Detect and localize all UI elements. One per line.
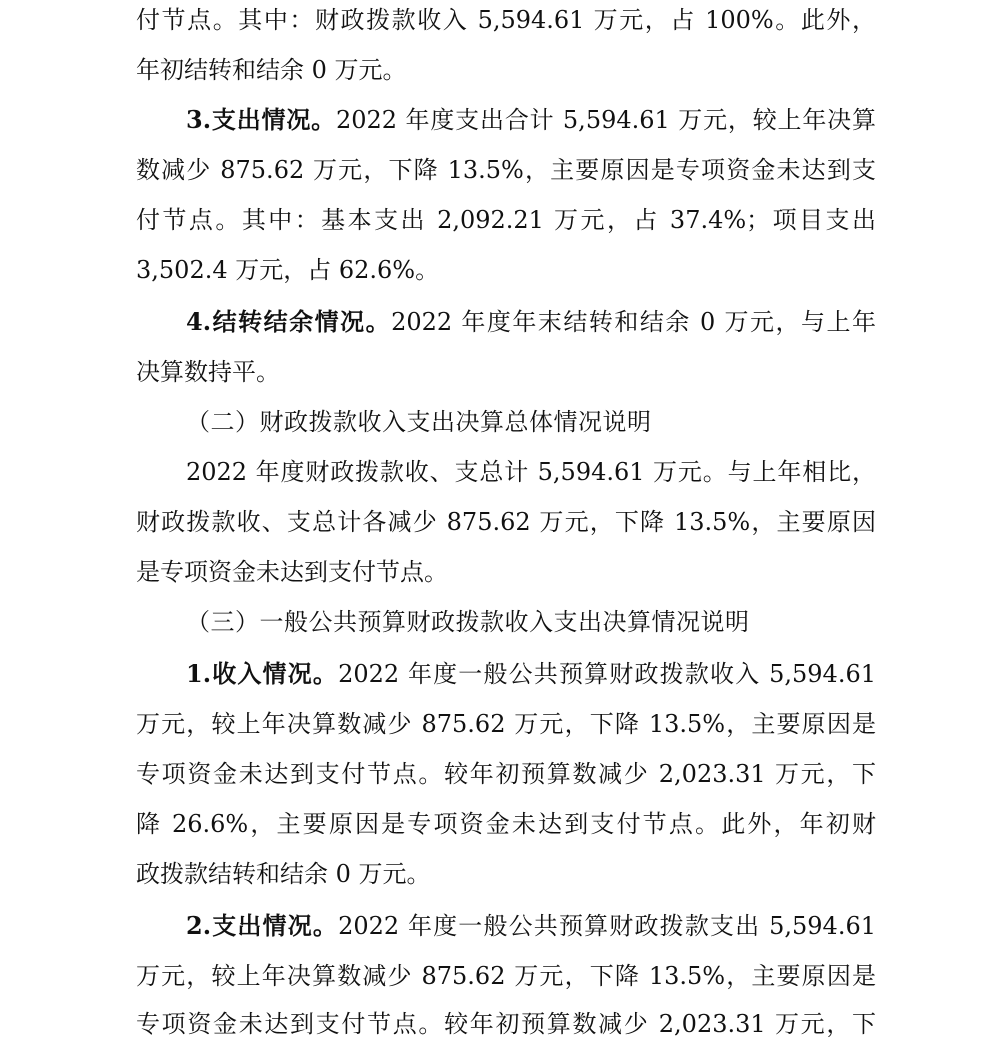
text-line: 专项资金未达到支付节点。较年初预算数减少 2,023.31 万元，下 xyxy=(136,760,876,788)
text-line: 降 26.6%，主要原因是专项资金未达到支付节点。此外，年初财 xyxy=(136,810,876,838)
paragraph-lead: 2.支出情况。 xyxy=(186,911,339,940)
text-line: 付节点。其中：财政拨款收入 5,594.61 万元，占 100%。此外， xyxy=(136,6,876,34)
text-line: 专项资金未达到支付节点。较年初预算数减少 2,023.31 万元，下 xyxy=(136,1010,876,1038)
text-line: 数减少 875.62 万元，下降 13.5%，主要原因是专项资金未达到支 xyxy=(136,156,876,184)
text-line: 万元，较上年决算数减少 875.62 万元，下降 13.5%，主要原因是 xyxy=(136,710,876,738)
text-line: 是专项资金未达到支付节点。 xyxy=(136,558,448,586)
text-line: 政拨款结转和结余 0 万元。 xyxy=(136,860,431,888)
section-heading: （三）一般公共预算财政拨款收入支出决算情况说明 xyxy=(186,608,750,636)
section-heading: （二）财政拨款收入支出决算总体情况说明 xyxy=(186,408,652,436)
paragraph-lead: 3.支出情况。 xyxy=(186,105,336,134)
paragraph-gp-expenditure: 2.支出情况。2022 年度一般公共预算财政拨款支出 5,594.61 xyxy=(186,911,876,940)
paragraph-lead: 4.结转结余情况。 xyxy=(186,307,392,336)
paragraph-total: 2022 年度财政拨款收、支总计 5,594.61 万元。与上年相比， xyxy=(186,458,876,486)
text-line: 财政拨款收、支总计各减少 875.62 万元，下降 13.5%，主要原因 xyxy=(136,508,876,536)
text-line: 付节点。其中：基本支出 2,092.21 万元，占 37.4%；项目支出 xyxy=(136,206,876,234)
text-line: 万元，较上年决算数减少 875.62 万元，下降 13.5%，主要原因是 xyxy=(136,962,876,990)
text-line: 3,502.4 万元，占 62.6%。 xyxy=(136,256,440,284)
paragraph-lead: 1.收入情况。 xyxy=(186,659,339,688)
paragraph-carryover: 4.结转结余情况。2022 年度年末结转和结余 0 万元，与上年 xyxy=(186,307,876,336)
paragraph-gp-income: 1.收入情况。2022 年度一般公共预算财政拨款收入 5,594.61 xyxy=(186,659,876,688)
paragraph-expenditure: 3.支出情况。2022 年度支出合计 5,594.61 万元，较上年决算 xyxy=(186,105,876,134)
text-line: 年初结转和结余 0 万元。 xyxy=(136,56,407,84)
text-line: 决算数持平。 xyxy=(136,358,280,386)
